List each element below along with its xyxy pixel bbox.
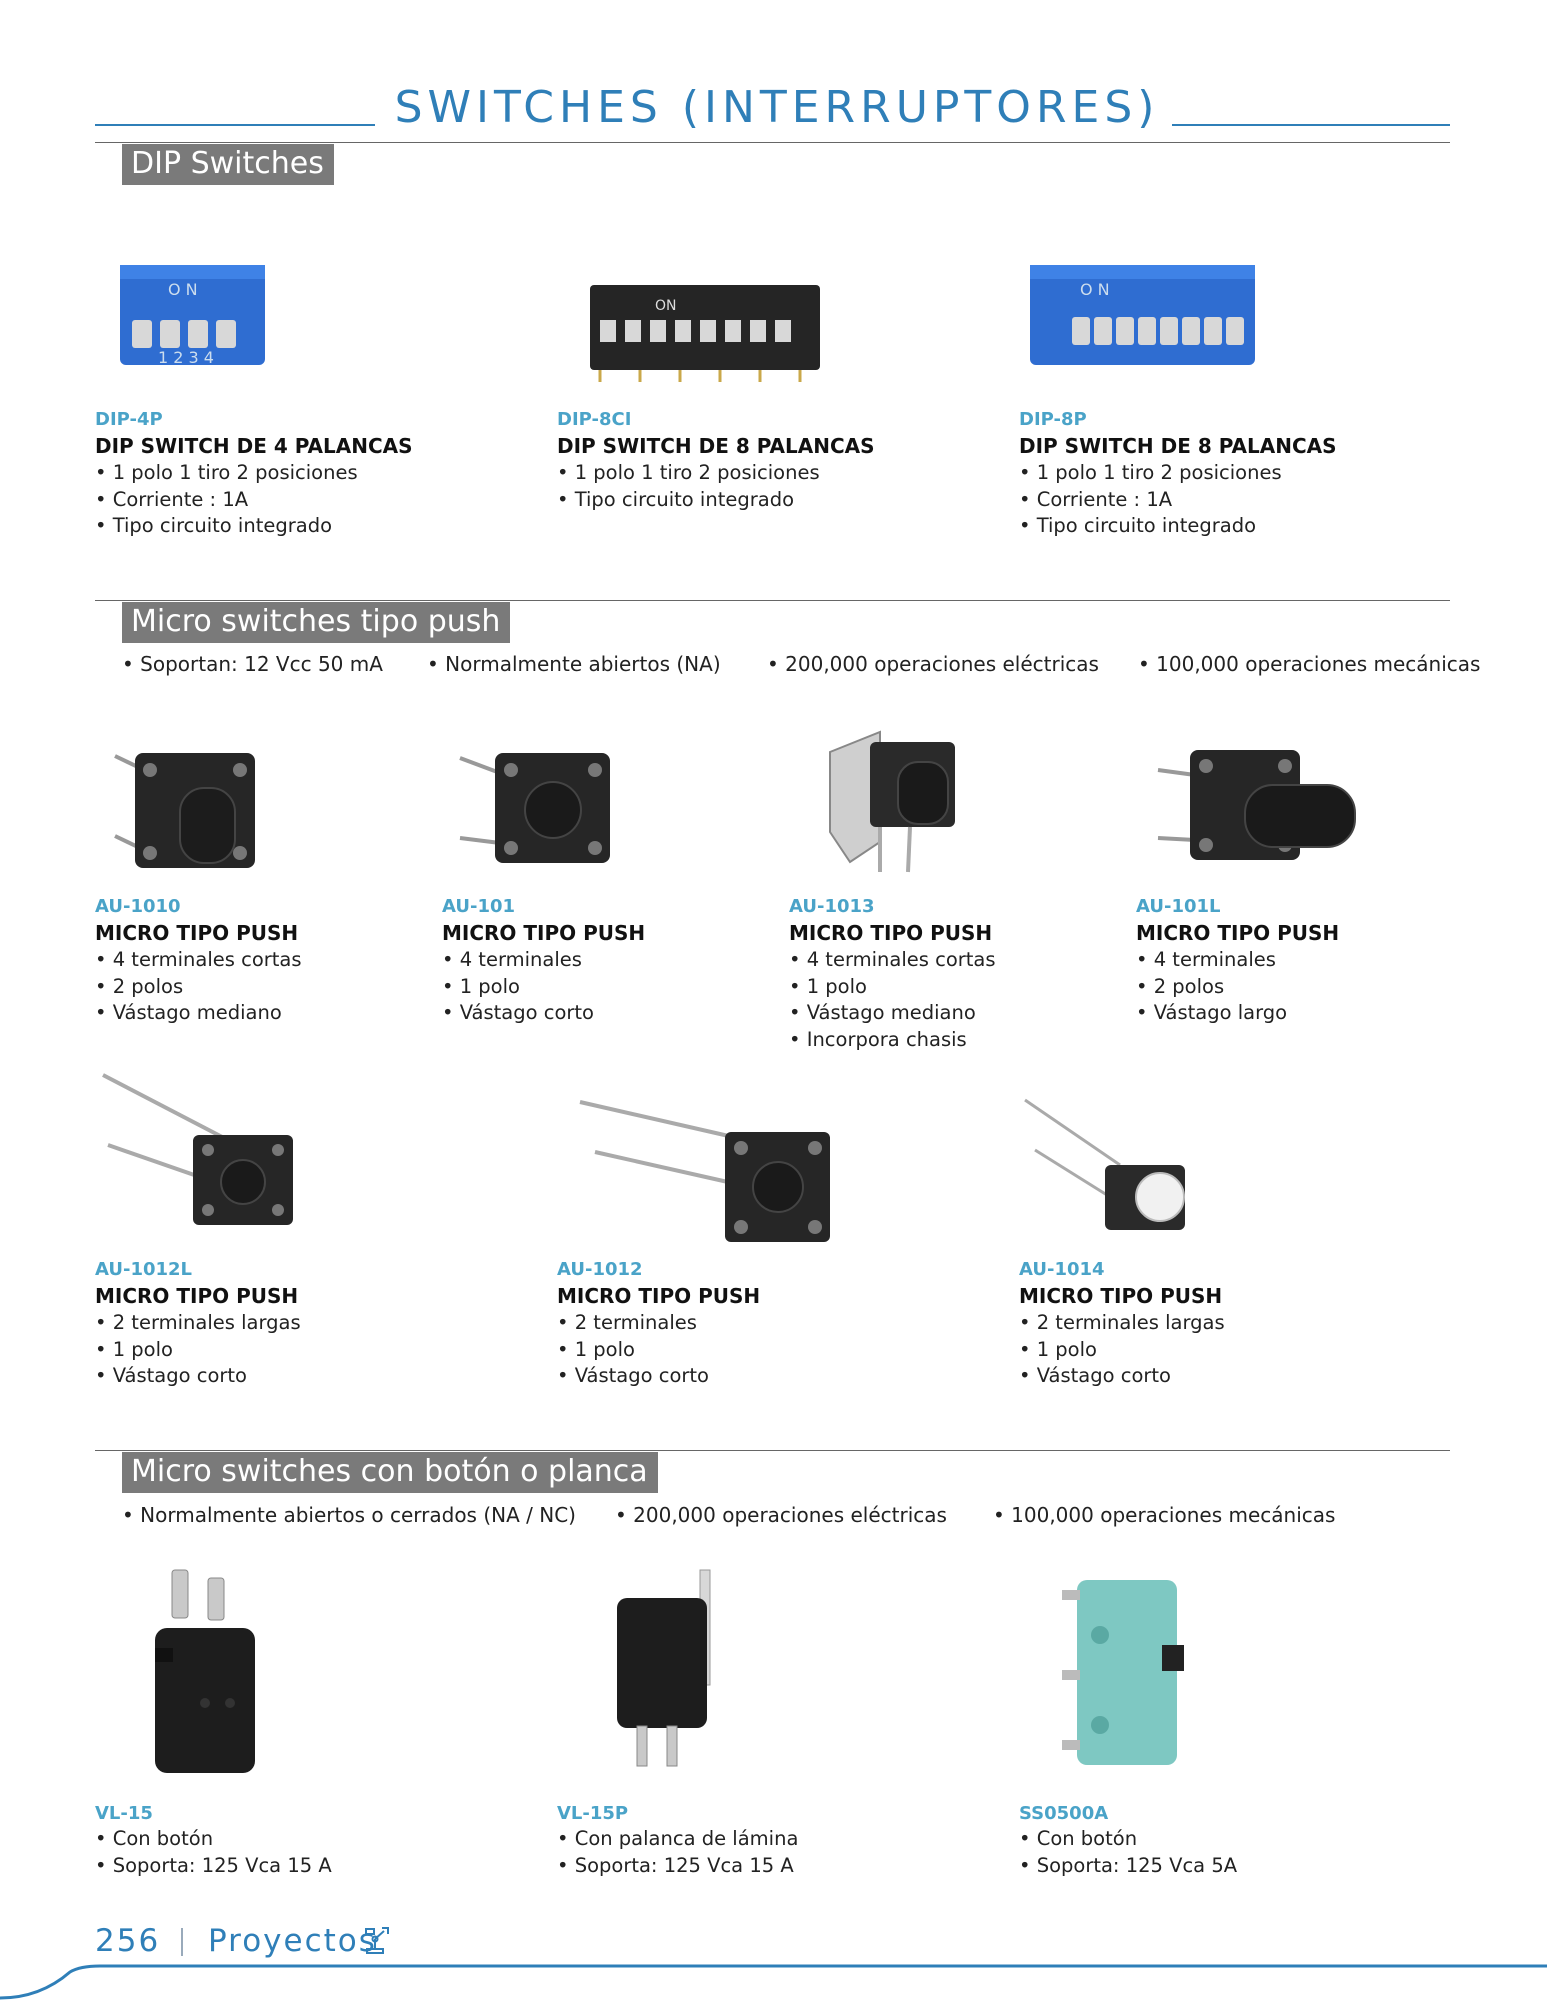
product-feature: • Vástago largo — [1136, 1001, 1288, 1024]
product-code: AU-1012L — [95, 1259, 193, 1280]
product-feature: • 2 terminales largas — [1019, 1311, 1225, 1334]
product-feature: • Soporta: 125 Vca 15 A — [95, 1853, 332, 1877]
product-ss0500a — [1019, 1802, 1359, 1879]
product-code: AU-101L — [1136, 896, 1221, 917]
product-feature: • Tipo circuito integrado — [1019, 514, 1257, 537]
vl-15p-image — [612, 1568, 722, 1783]
product-code: VL-15 — [95, 1803, 153, 1824]
title-rule-left — [95, 124, 375, 126]
product-au-1013 — [789, 895, 1129, 1053]
page-title: SWITCHES (INTERRUPTORES) — [394, 82, 1160, 133]
section-bullet: • Normalmente abiertos o cerrados (NA / NC) — [122, 1503, 576, 1527]
product-feature: • 2 polos — [1136, 974, 1225, 998]
dip-4p-image — [110, 245, 270, 380]
product-feature: • 2 terminales largas — [95, 1311, 301, 1334]
product-name: MICRO TIPO PUSH — [442, 921, 646, 945]
product-code: DIP-8P — [1019, 409, 1087, 430]
product-code: AU-1014 — [1019, 1259, 1105, 1280]
footer-divider — [181, 1928, 183, 1956]
product-dip-8ci — [557, 408, 897, 513]
au-1012-image — [575, 1092, 835, 1252]
product-feature: • 1 polo — [442, 974, 520, 998]
product-feature: • 1 polo — [789, 974, 867, 998]
product-feature: • 4 terminales — [1136, 948, 1276, 971]
product-name: MICRO TIPO PUSH — [557, 1284, 761, 1308]
product-feature: • 4 terminales cortas — [789, 948, 996, 971]
section-bullet: • 200,000 operaciones eléctricas — [767, 652, 1099, 676]
dip-8p-image — [1020, 245, 1265, 385]
section-rule-push — [95, 600, 1450, 601]
product-vl-15 — [95, 1802, 435, 1879]
product-feature: • 2 terminales — [557, 1311, 697, 1334]
title-rule-right — [1172, 124, 1450, 126]
au-1013-image — [820, 722, 970, 882]
product-code: AU-1010 — [95, 896, 181, 917]
product-feature: • Tipo circuito integrado — [557, 487, 795, 511]
svg-text:1 2 3 4: 1 2 3 4 — [158, 348, 214, 367]
product-feature: • Con botón — [95, 1827, 214, 1850]
product-dip-4p — [95, 408, 435, 540]
product-code: VL-15P — [557, 1803, 629, 1824]
product-name: DIP SWITCH DE 8 PALANCAS — [1019, 434, 1337, 458]
product-feature: • Incorpora chasis — [789, 1027, 967, 1051]
svg-text:ON: ON — [655, 298, 677, 314]
product-feature: • 1 polo — [557, 1337, 635, 1361]
product-feature: • Corriente : 1A — [95, 487, 249, 511]
product-feature: • Vástago corto — [557, 1364, 709, 1387]
product-feature: • 4 terminales cortas — [95, 948, 302, 971]
section-rule-lever — [95, 1450, 1450, 1451]
svg-text:O N: O N — [1080, 280, 1110, 299]
product-code: AU-101 — [442, 896, 516, 917]
product-feature: • 1 polo — [1019, 1337, 1097, 1361]
section-bullet: • 100,000 operaciones mecánicas — [1138, 652, 1481, 676]
product-feature: • 4 terminales — [442, 948, 582, 971]
product-code: DIP-8CI — [557, 409, 632, 430]
product-feature: • Soporta: 125 Vca 5A — [1019, 1853, 1238, 1877]
product-feature: • Tipo circuito integrado — [95, 514, 333, 537]
product-feature: • Con botón — [1019, 1827, 1138, 1850]
title-underline — [95, 142, 1450, 143]
product-feature: • 1 polo 1 tiro 2 posiciones — [557, 461, 820, 484]
product-feature: • Con palanca de lámina — [557, 1827, 799, 1850]
product-feature: • Corriente : 1A — [1019, 487, 1173, 511]
product-name: MICRO TIPO PUSH — [1019, 1284, 1223, 1308]
au-101l-image — [1150, 730, 1365, 880]
product-code: DIP-4P — [95, 409, 163, 430]
footer-curve — [0, 1958, 1547, 2000]
product-feature: • Vástago corto — [95, 1364, 247, 1387]
product-name: MICRO TIPO PUSH — [95, 1284, 299, 1308]
au-1010-image — [105, 738, 275, 883]
product-vl-15p — [557, 1802, 897, 1879]
robot-arm-icon — [364, 1925, 390, 1955]
product-au-1014 — [1019, 1258, 1359, 1390]
product-feature: • 1 polo — [95, 1337, 173, 1361]
product-feature: • 1 polo 1 tiro 2 posiciones — [1019, 461, 1282, 484]
product-code: AU-1012 — [557, 1259, 643, 1280]
section-heading-lever: Micro switches con botón o planca — [122, 1452, 658, 1493]
section-bullet: • 200,000 operaciones eléctricas — [615, 1503, 947, 1527]
vl-15-image — [150, 1568, 260, 1783]
ss0500a-image — [1062, 1575, 1192, 1770]
product-name: MICRO TIPO PUSH — [1136, 921, 1340, 945]
au-1014-image — [1020, 1095, 1200, 1235]
product-feature: • Vástago mediano — [789, 1001, 976, 1024]
au-1012l-image — [98, 1070, 298, 1230]
product-feature: • Vástago mediano — [95, 1001, 282, 1024]
product-dip-8p — [1019, 408, 1359, 540]
product-code: AU-1013 — [789, 896, 875, 917]
product-code: SS0500A — [1019, 1803, 1109, 1824]
section-bullet: • Normalmente abiertos (NA) — [427, 652, 721, 676]
au-101-image — [455, 728, 620, 878]
product-au-1012 — [557, 1258, 897, 1390]
section-bullet: • 100,000 operaciones mecánicas — [993, 1503, 1336, 1527]
dip-8ci-image — [580, 270, 830, 385]
product-name: DIP SWITCH DE 8 PALANCAS — [557, 434, 875, 458]
section-heading-push: Micro switches tipo push — [122, 602, 510, 643]
footer-section-label: Proyectos — [208, 1923, 377, 1959]
page-number: 256 — [95, 1923, 161, 1959]
product-feature: • Soporta: 125 Vca 15 A — [557, 1853, 794, 1877]
product-au-101 — [442, 895, 782, 1027]
section-heading-dip: DIP Switches — [122, 144, 334, 185]
product-feature: • 1 polo 1 tiro 2 posiciones — [95, 461, 358, 484]
product-feature: • Vástago corto — [1019, 1364, 1171, 1387]
product-au-1012l — [95, 1258, 435, 1390]
product-feature: • Vástago corto — [442, 1001, 594, 1024]
product-name: DIP SWITCH DE 4 PALANCAS — [95, 434, 413, 458]
product-name: MICRO TIPO PUSH — [95, 921, 299, 945]
svg-text:O N: O N — [168, 280, 198, 299]
product-feature: • 2 polos — [95, 974, 184, 998]
product-name: MICRO TIPO PUSH — [789, 921, 993, 945]
product-au-101l — [1136, 895, 1476, 1027]
section-bullet: • Soportan: 12 Vcc 50 mA — [122, 652, 383, 676]
product-au-1010 — [95, 895, 435, 1027]
